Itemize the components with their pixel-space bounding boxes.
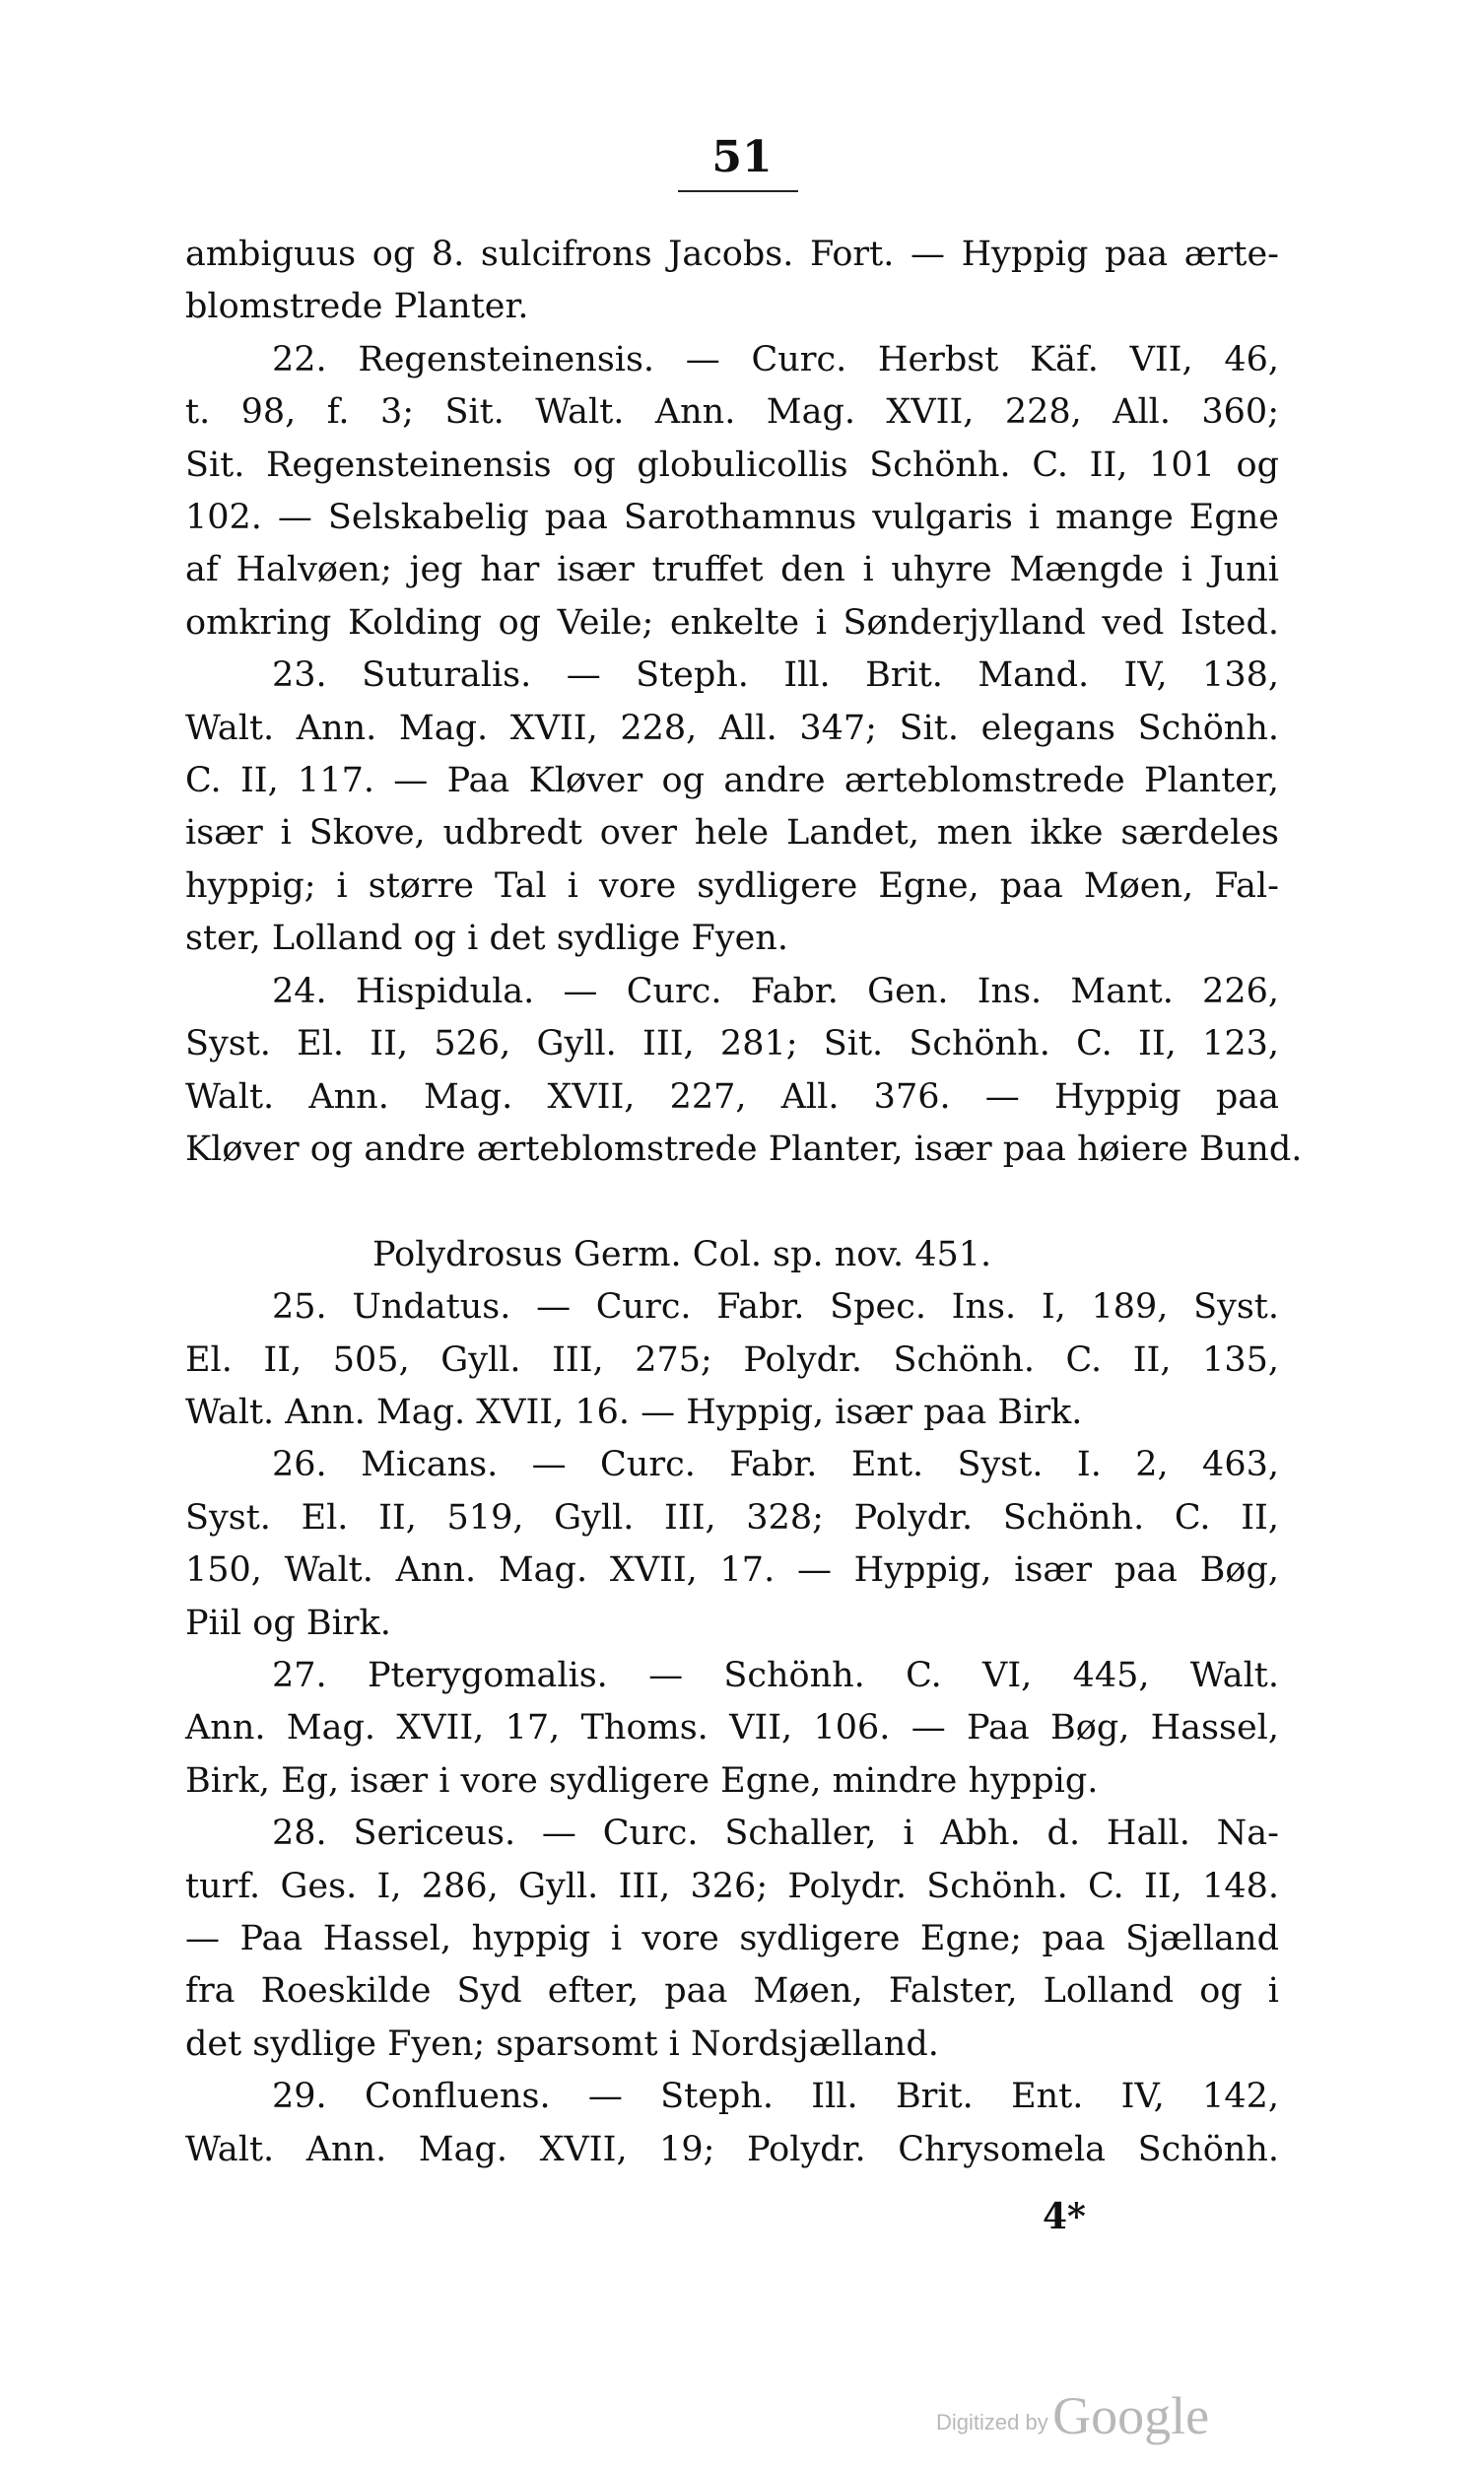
text-line: 29. Confluens. — Steph. Ill. Brit. Ent. IV, 142,: [272, 2077, 1279, 2117]
watermark-prefix: Digitized by: [936, 2410, 1048, 2434]
text-line: 22. Regensteinensis. — Curc. Herbst Käf. VII, 46,: [272, 339, 1279, 379]
text-line: 26. Micans. — Curc. Fabr. Ent. Syst. I. 2, 463,: [272, 1445, 1279, 1485]
digitized-watermark: [936, 2385, 1209, 2446]
text-line: Ann. Mag. XVII, 17, Thoms. VII, 106. — Paa Bøg, Hassel,: [185, 1708, 1279, 1748]
text-line: fra Roeskilde Syd efter, paa Møen, Falster, Lolland og i: [185, 1971, 1279, 2012]
text-line: især i Skove, udbredt over hele Landet, men ikke særdeles: [185, 813, 1279, 854]
text-line: det sydlige Fyen; sparsomt i Nordsjælland.: [185, 2023, 939, 2064]
text-line: ambiguus og 8. sulcifrons Jacobs. Fort. — Hyppig paa ærte-: [185, 235, 1279, 274]
text-line: Walt. Ann. Mag. XVII, 19; Polydr. Chrysomela Schönh.: [185, 2129, 1279, 2169]
text-line: 24. Hispidula. — Curc. Fabr. Gen. Ins. Mant. 226,: [272, 971, 1279, 1011]
text-line: ster, Lolland og i det sydlige Fyen.: [185, 919, 788, 959]
text-line: 102. — Selskabelig paa Sarothamnus vulgaris i mange Egne: [185, 498, 1279, 538]
section-heading: Polydrosus Germ. Col. sp. nov. 451.: [372, 1234, 992, 1274]
text-line: C. II, 117. — Paa Kløver og andre ærteblomstrede Planter,: [185, 761, 1279, 801]
text-line: 150, Walt. Ann. Mag. XVII, 17. — Hyppig, især paa Bøg,: [185, 1550, 1279, 1591]
text-line: af Halvøen; jeg har især truffet den i uhyre Mængde i Juni: [185, 550, 1279, 590]
text-line: omkring Kolding og Veile; enkelte i Sønderjylland ved Isted.: [185, 602, 1279, 643]
text-line: hyppig; i større Tal i vore sydligere Egne, paa Møen, Fal-: [185, 865, 1279, 906]
page-number: 51: [711, 132, 773, 182]
watermark-brand-logo: Google: [1052, 2386, 1210, 2445]
text-line: Birk, Eg, især i vore sydligere Egne, mindre hyppig.: [185, 1760, 1099, 1801]
text-line: Sit. Regensteinensis og globulicollis Schönh. C. II, 101 og: [185, 445, 1279, 485]
text-line: Walt. Ann. Mag. XVII, 228, All. 347; Sit. elegans Schönh.: [185, 708, 1279, 748]
text-line: Piil og Birk.: [185, 1603, 391, 1643]
text-line: 27. Pterygomalis. — Schönh. C. VI, 445, Walt.: [272, 1655, 1279, 1695]
text-line: El. II, 505, Gyll. III, 275; Polydr. Schönh. C. II, 135,: [185, 1339, 1279, 1380]
text-line: blomstrede Planter.: [185, 287, 529, 327]
text-line: 23. Suturalis. — Steph. Ill. Brit. Mand. IV, 138,: [272, 655, 1279, 696]
text-line: Syst. El. II, 519, Gyll. III, 328; Polydr. Schönh. C. II,: [185, 1497, 1279, 1538]
text-line: Syst. El. II, 526, Gyll. III, 281; Sit. Schönh. C. II, 123,: [185, 1024, 1279, 1064]
text-line: Walt. Ann. Mag. XVII, 227, All. 376. — Hyppig paa: [185, 1076, 1279, 1117]
text-line: Kløver og andre ærteblomstrede Planter, især paa høiere Bund.: [185, 1129, 1303, 1169]
text-line: turf. Ges. I, 286, Gyll. III, 326; Polydr. Schönh. C. II, 148.: [185, 1866, 1279, 1906]
page-number-rule: [678, 190, 798, 192]
text-line: 25. Undatus. — Curc. Fabr. Spec. Ins. I, 189, Syst.: [272, 1287, 1279, 1328]
signature-mark: 4*: [1043, 2196, 1086, 2237]
blank-line: [185, 1176, 1279, 1228]
body-text: [185, 229, 1303, 2176]
text-line: Walt. Ann. Mag. XVII, 16. — Hyppig, især paa Birk.: [185, 1392, 1083, 1432]
text-line: — Paa Hassel, hyppig i vore sydligere Egne; paa Sjælland: [185, 1918, 1279, 1958]
text-line: 28. Sericeus. — Curc. Schaller, i Abh. d. Hall. Na-: [272, 1814, 1279, 1854]
text-line: t. 98, f. 3; Sit. Walt. Ann. Mag. XVII, 228, All. 360;: [185, 392, 1279, 433]
